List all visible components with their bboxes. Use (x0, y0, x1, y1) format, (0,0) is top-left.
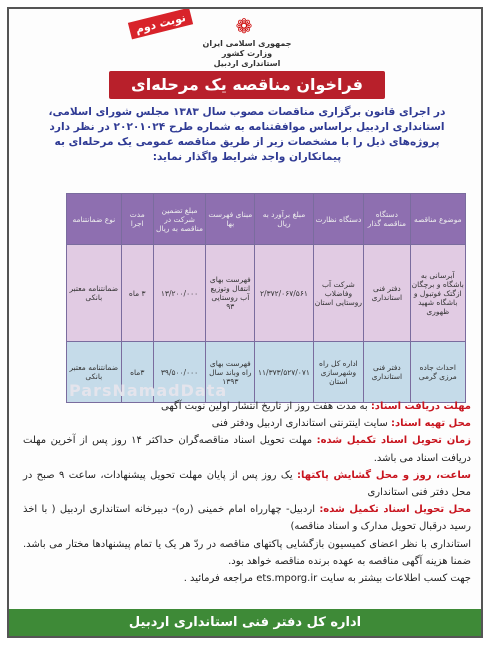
detail-text: به مدت هفت روز از تاریخ انتشار اولین نوبت آگهی (161, 401, 371, 412)
table-cell: فهرست بهای راه وباند سال ۱۳۹۳ (206, 342, 255, 403)
table-header-row (67, 194, 466, 245)
col-price-basis: مبنای فهرست بها (206, 194, 255, 245)
table-cell: اداره کل راه وشهرسازی استان (313, 342, 364, 403)
projects-table (66, 193, 466, 403)
table-cell: فهرست بهای انتقال وتوزیع آب روستایی ۹۳ (206, 245, 255, 342)
notice-title: فراخوان مناقصه یک مرحله‌ای (109, 71, 385, 99)
table-cell: آبرسانی به باشگاه و برچگان ازگتک فوتبول و باشگاه شهید ظهوری (410, 245, 465, 342)
contact-prefix: جهت کسب اطلاعات بیشتر به سایت (320, 573, 471, 585)
detail-item (23, 398, 471, 415)
table-cell: ۳ماه (121, 342, 153, 403)
issuer-header (179, 39, 315, 69)
table-cell: ضمانتنامه معتبر بانکی (67, 245, 122, 342)
detail-item (23, 467, 471, 501)
table-cell: شرکت آب وفاضلاب روستایی استان (313, 245, 364, 342)
table-cell: احداث جاده مرزی گرمی (410, 342, 465, 403)
header-line1: جمهوری اسلامی ایران (202, 39, 292, 48)
detail-label: ساعت، روز و محل گشایش پاکتها: (297, 469, 471, 481)
header-line3: استانداری اردبیل (213, 59, 281, 68)
notice-page (7, 7, 483, 638)
col-estimate: مبلغ برآورد به ریال (255, 194, 313, 245)
footer-banner: اداره کل دفتر فنی استانداری اردبیل (9, 609, 481, 636)
col-guarantee-type: نوع ضمانتنامه (67, 194, 122, 245)
details-section (23, 398, 471, 587)
watermark: ParsNamadData (69, 381, 228, 400)
detail-text: یک روز پس از پایان مهلت تحویل پیشنهادات، ساعت ۹ صبح در محل دفتر فنی استانداری (23, 469, 471, 499)
second-round-stamp: نوبت دوم (128, 8, 193, 40)
col-duration: مدت اجرا (121, 194, 153, 245)
detail-label: محل تهیه اسناد: (390, 418, 471, 430)
detail-item (23, 415, 471, 432)
intro-paragraph: در اجرای قانون برگزاری مناقصات مصوب سال ۱۳۸۳ مجلس شورای اسلامی، استانداری اردبیل براساس موافقتنامه به شماره طرح ۲۰۲۰۱۰۲۴ در نظر دارد پروژه‌های ذیل را با مشخصات زیر از طریق مناقصه عمومی یک مرحله‌ای به پیمانکاران واجد شرایط واگذار نماید: (48, 106, 446, 163)
detail-text: سایت اینترنتی استانداری اردبیل ودفتر فنی (211, 418, 391, 430)
header-line2: وزارت کشور (221, 49, 273, 58)
table-cell: ضمانتنامه معتبر بانکی (67, 342, 122, 403)
detail-item (23, 501, 471, 535)
contact-site-link[interactable]: ets.mporg.ir (256, 573, 318, 585)
table-cell: ۳۹/۵۰۰/۰۰۰ (153, 342, 206, 403)
detail-label: محل تحویل اسناد تکمیل شده: (319, 504, 472, 516)
iran-emblem-icon: ❁ (235, 14, 253, 38)
col-supervisor: دستگاه نظارت (313, 194, 364, 245)
detail-label: مهلت دریافت اسناد: (370, 401, 471, 412)
detail-item (23, 432, 471, 466)
detail-label: زمان تحویل اسناد تکمیل شده: (316, 435, 471, 447)
table-cell: ۱۳/۲۰۰/۰۰۰ (153, 245, 206, 342)
closing-paragraph: استانداری با نظر اعضای کمیسیون بازگشایی پاکتهای مناقصه در ردّ هر یک یا تمام پیشنهادها مختار می باشد. ضمنا هزینه آگهی مناقصه به عهده برنده مناقصه خواهد بود. (23, 538, 471, 567)
col-tender-org: دستگاه مناقصه گذار (364, 194, 410, 245)
col-subject: موضوع مناقصه (410, 194, 465, 245)
table-row (67, 245, 466, 342)
table-cell: ۲/۳۷۲/۰۶۷/۵۶۱ (255, 245, 313, 342)
table-cell: دفتر فنی استانداری (364, 245, 410, 342)
contact-suffix: مراجعه فرمائید . (183, 573, 254, 585)
detail-text: مهلت تحویل اسناد مناقصه‌گران حداکثر ۱۴ روز پس از آخرین مهلت دریافت اسناد می باشد. (23, 435, 471, 464)
contact-line (23, 570, 471, 587)
table-cell: ۱۱/۳۷۳/۵۲۷/۰۷۱ (255, 342, 313, 403)
table-cell: دفتر فنی استانداری (364, 342, 410, 403)
col-guarantee: مبلغ تضمین شرکت در مناقصه به ریال (153, 194, 206, 245)
table-cell: ۳ ماه (121, 245, 153, 342)
detail-text: اردبیل- چهارراه امام خمینی (ره)- دبیرخانه استانداری اردبیل ( با اخذ رسید درقبال تحویل مدارک و اسناد مناقصه) (23, 504, 471, 533)
